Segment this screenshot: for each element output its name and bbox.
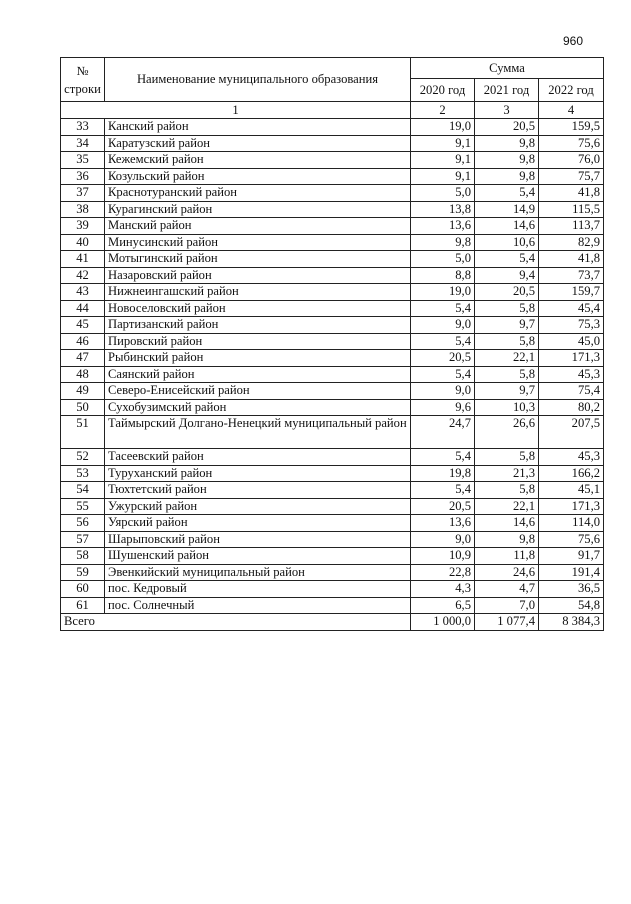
municipality-name: Манский район [105,218,411,235]
municipality-name: Шарыповский район [105,531,411,548]
municipality-name: Рыбинский район [105,350,411,367]
value-2022: 54,8 [539,597,604,614]
value-2022: 114,0 [539,515,604,532]
value-2021: 9,8 [475,152,539,169]
value-2022: 171,3 [539,498,604,515]
value-2021: 5,8 [475,366,539,383]
municipality-name: Таймырский Долгано-Ненецкий муниципальный район [105,416,411,449]
row-number: 42 [61,267,105,284]
row-number: 36 [61,168,105,185]
value-2022: 75,4 [539,383,604,400]
row-number: 45 [61,317,105,334]
value-2020: 5,4 [411,482,475,499]
value-2022: 159,7 [539,284,604,301]
value-2022: 45,0 [539,333,604,350]
value-2021: 26,6 [475,416,539,449]
table-row [61,267,604,284]
value-2022: 115,5 [539,201,604,218]
municipality-name: Партизанский район [105,317,411,334]
table-row [61,234,604,251]
table-row [61,201,604,218]
row-number: 60 [61,581,105,598]
value-2021: 5,4 [475,185,539,202]
value-2021: 21,3 [475,465,539,482]
value-2022: 159,5 [539,119,604,136]
table-row [61,185,604,202]
table-row [61,317,604,334]
value-2020: 5,0 [411,251,475,268]
header-sum: Сумма [411,58,604,79]
table-row [61,218,604,235]
value-2021: 7,0 [475,597,539,614]
value-2021: 9,7 [475,383,539,400]
header-row-no: № строки [61,58,105,102]
value-2022: 171,3 [539,350,604,367]
row-number: 48 [61,366,105,383]
header-colnum-1: 1 [61,102,411,119]
table-row [61,119,604,136]
value-2020: 20,5 [411,350,475,367]
value-2022: 45,4 [539,300,604,317]
row-number: 43 [61,284,105,301]
municipality-name: Каратузский район [105,135,411,152]
row-number: 46 [61,333,105,350]
municipality-name: Тасеевский район [105,449,411,466]
table-row [61,350,604,367]
value-2021: 5,4 [475,251,539,268]
value-2021: 5,8 [475,449,539,466]
value-2020: 4,3 [411,581,475,598]
municipality-name: Сухобузимский район [105,399,411,416]
header-year-2021: 2021 год [475,79,539,102]
value-2020: 8,8 [411,267,475,284]
municipality-name: Курагинский район [105,201,411,218]
municipality-name: пос. Солнечный [105,597,411,614]
header-name: Наименование муниципального образования [105,58,411,102]
value-2022: 36,5 [539,581,604,598]
header-colnum-4: 4 [539,102,604,119]
value-2022: 113,7 [539,218,604,235]
value-2020: 5,4 [411,449,475,466]
row-number: 38 [61,201,105,218]
value-2020: 9,8 [411,234,475,251]
value-2021: 14,9 [475,201,539,218]
value-2022: 91,7 [539,548,604,565]
row-number: 37 [61,185,105,202]
value-2022: 45,3 [539,366,604,383]
municipality-name: Тюхтетский район [105,482,411,499]
value-2022: 75,6 [539,135,604,152]
municipality-name: пос. Кедровый [105,581,411,598]
value-2022: 80,2 [539,399,604,416]
row-number: 51 [61,416,105,449]
value-2022: 73,7 [539,267,604,284]
municipality-name: Пировский район [105,333,411,350]
table-row [61,333,604,350]
value-2020: 22,8 [411,564,475,581]
total-row [61,614,604,631]
municipality-name: Нижнеингашский район [105,284,411,301]
value-2021: 10,6 [475,234,539,251]
row-number: 35 [61,152,105,169]
municipality-name: Ужурский район [105,498,411,515]
municipality-name: Минусинский район [105,234,411,251]
row-number: 47 [61,350,105,367]
row-number: 50 [61,399,105,416]
value-2021: 22,1 [475,350,539,367]
row-number: 39 [61,218,105,235]
municipality-name: Назаровский район [105,267,411,284]
municipality-name: Туруханский район [105,465,411,482]
value-2020: 6,5 [411,597,475,614]
value-2020: 19,0 [411,119,475,136]
value-2022: 191,4 [539,564,604,581]
row-number: 33 [61,119,105,136]
municipality-name: Уярский район [105,515,411,532]
value-2020: 19,0 [411,284,475,301]
table-row [61,152,604,169]
total-2021: 1 077,4 [475,614,539,631]
row-number: 53 [61,465,105,482]
value-2021: 4,7 [475,581,539,598]
table-row [61,548,604,565]
value-2020: 13,8 [411,201,475,218]
municipality-name: Канский район [105,119,411,136]
table-row [61,366,604,383]
table-row [61,135,604,152]
table-row [61,564,604,581]
row-number: 54 [61,482,105,499]
value-2022: 75,7 [539,168,604,185]
value-2021: 22,1 [475,498,539,515]
row-number: 59 [61,564,105,581]
total-label: Всего [61,614,411,631]
page-number: 960 [563,34,584,48]
value-2022: 166,2 [539,465,604,482]
header-year-2020: 2020 год [411,79,475,102]
value-2021: 24,6 [475,564,539,581]
value-2022: 75,6 [539,531,604,548]
table-row [61,597,604,614]
municipality-name: Эвенкийский муниципальный район [105,564,411,581]
row-number: 49 [61,383,105,400]
value-2022: 45,1 [539,482,604,499]
table-row [61,416,604,449]
municipality-name: Краснотуранский район [105,185,411,202]
row-number: 40 [61,234,105,251]
value-2021: 14,6 [475,515,539,532]
value-2020: 13,6 [411,218,475,235]
value-2021: 9,8 [475,531,539,548]
table-row [61,383,604,400]
value-2020: 9,6 [411,399,475,416]
value-2021: 9,4 [475,267,539,284]
value-2020: 9,0 [411,383,475,400]
value-2020: 13,6 [411,515,475,532]
value-2021: 10,3 [475,399,539,416]
value-2021: 9,7 [475,317,539,334]
value-2021: 5,8 [475,333,539,350]
municipality-name: Козульский район [105,168,411,185]
row-number: 57 [61,531,105,548]
value-2020: 10,9 [411,548,475,565]
total-2020: 1 000,0 [411,614,475,631]
row-number: 44 [61,300,105,317]
value-2022: 41,8 [539,185,604,202]
table-row [61,399,604,416]
value-2022: 82,9 [539,234,604,251]
value-2020: 9,1 [411,152,475,169]
table-row [61,581,604,598]
row-number: 41 [61,251,105,268]
municipality-name: Северо-Енисейский район [105,383,411,400]
value-2021: 14,6 [475,218,539,235]
table-row [61,449,604,466]
row-number: 52 [61,449,105,466]
municipality-name: Новоселовский район [105,300,411,317]
header-colnum-3: 3 [475,102,539,119]
value-2020: 9,0 [411,317,475,334]
value-2022: 75,3 [539,317,604,334]
value-2020: 5,4 [411,366,475,383]
table-row [61,168,604,185]
value-2020: 20,5 [411,498,475,515]
value-2020: 5,0 [411,185,475,202]
table-row [61,465,604,482]
value-2022: 45,3 [539,449,604,466]
value-2021: 5,8 [475,300,539,317]
value-2021: 20,5 [475,119,539,136]
value-2022: 76,0 [539,152,604,169]
value-2020: 24,7 [411,416,475,449]
table-row [61,300,604,317]
value-2020: 19,8 [411,465,475,482]
table-row [61,531,604,548]
municipality-name: Шушенский район [105,548,411,565]
municipality-name: Кежемский район [105,152,411,169]
value-2020: 9,1 [411,135,475,152]
value-2022: 207,5 [539,416,604,449]
total-2022: 8 384,3 [539,614,604,631]
municipality-name: Саянский район [105,366,411,383]
value-2021: 20,5 [475,284,539,301]
value-2021: 9,8 [475,135,539,152]
value-2021: 11,8 [475,548,539,565]
municipality-name: Мотыгинский район [105,251,411,268]
value-2022: 41,8 [539,251,604,268]
allocation-table [60,57,604,631]
table-row [61,482,604,499]
value-2020: 9,1 [411,168,475,185]
row-number: 58 [61,548,105,565]
value-2021: 9,8 [475,168,539,185]
value-2020: 9,0 [411,531,475,548]
table-row [61,251,604,268]
row-number: 61 [61,597,105,614]
table-row [61,284,604,301]
value-2020: 5,4 [411,300,475,317]
value-2020: 5,4 [411,333,475,350]
row-number: 55 [61,498,105,515]
header-colnum-2: 2 [411,102,475,119]
table-row [61,515,604,532]
value-2021: 5,8 [475,482,539,499]
row-number: 56 [61,515,105,532]
row-number: 34 [61,135,105,152]
header-year-2022: 2022 год [539,79,604,102]
table-row [61,498,604,515]
